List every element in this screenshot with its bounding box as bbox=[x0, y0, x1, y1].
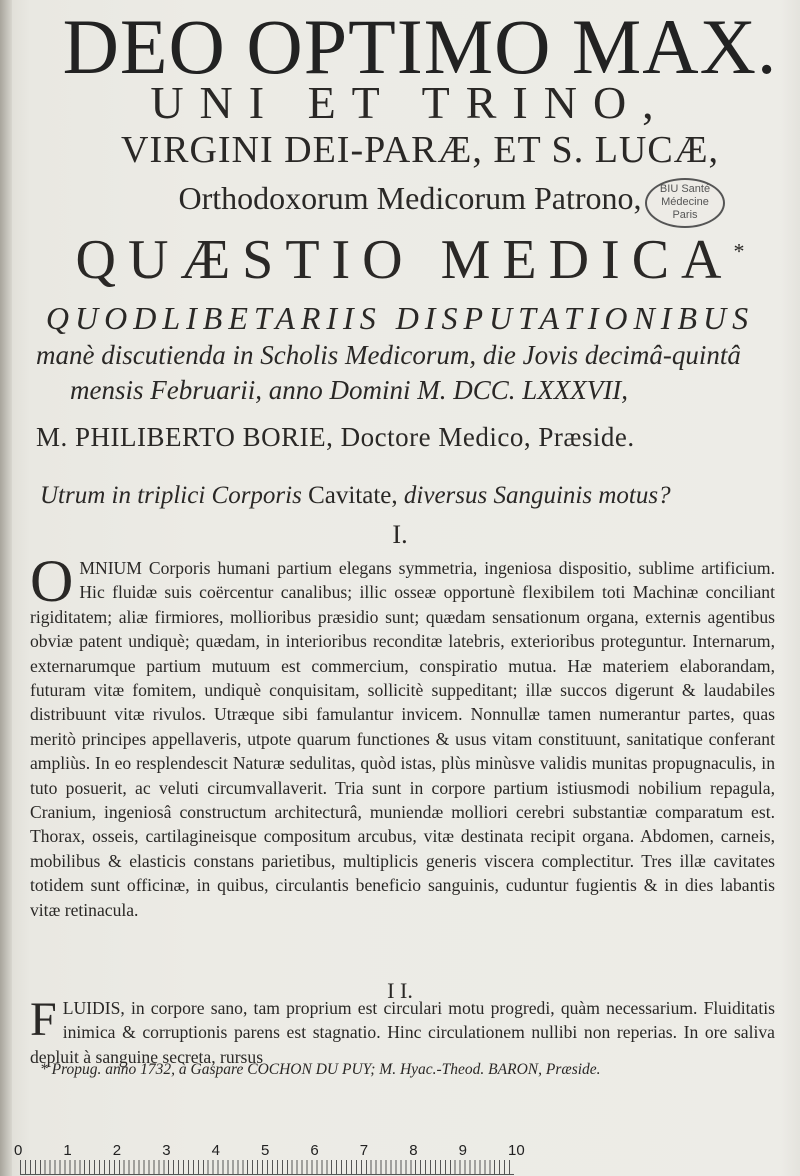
section-1-body bbox=[30, 548, 775, 922]
ruler-label-5: 5 bbox=[261, 1142, 270, 1159]
subtitle-line-3: M. PHILIBERTO BORIE, Doctore Medico, Præside. bbox=[36, 422, 635, 452]
ruler-label-3: 3 bbox=[162, 1142, 171, 1159]
ruler-label-0: 0 bbox=[14, 1142, 23, 1159]
title-line-5 bbox=[10, 228, 800, 292]
section-2-dropcap: F bbox=[30, 993, 57, 1046]
library-stamp bbox=[645, 178, 725, 228]
section-1-dropcap: O bbox=[30, 548, 74, 614]
section-2-text: LUIDIS, in corpore sano, tam proprium est circulari motu progredi, quàm necessarium. Fluiditatis inimica & corruptionis parens est stagnatio. Hinc circulationem nullibi non reperias. In ore saliva depluit à sanguine secreta, rursus bbox=[30, 998, 775, 1067]
ruler-label-4: 4 bbox=[211, 1142, 220, 1159]
scale-ruler bbox=[0, 1140, 525, 1176]
title-line-5-text: QUÆSTIO MEDICA bbox=[75, 229, 734, 291]
ruler-ticks bbox=[20, 1160, 514, 1175]
ruler-label-9: 9 bbox=[458, 1142, 467, 1159]
ruler-label-6: 6 bbox=[310, 1142, 319, 1159]
title-line-2: UNI ET TRINO, bbox=[150, 77, 670, 128]
footnote-mark: * bbox=[733, 238, 745, 264]
ruler-label-7: 7 bbox=[359, 1142, 369, 1159]
subtitle-line-1: manè discutienda in Scholis Medicorum, die Jovis decimâ-quintâ bbox=[36, 340, 741, 370]
ruler-label-1: 1 bbox=[63, 1142, 72, 1159]
section-2-body bbox=[30, 993, 775, 1069]
stamp-line-1: BIU Santé bbox=[659, 183, 711, 195]
ruler-label-10: 10 bbox=[508, 1142, 525, 1159]
section-1-text: MNIUM Corporis humani partium elegans symmetria, ingeniosa dispositio, sublime artificium. Hic fluidæ suis coërcentur canalibus; illic osseæ opportunè flexibilem toti Machinæ conciliant rigiditatem; aliæ firmiores, mollioribus præsidio sunt; quædam sensationum organa, externis agentibus obviæ patent undiquè; quædam, in interioribus reconditæ latebris, exterioribus proteguntur. Internarum, externarumque partium mutuum est commercium, conspiratio mutua. Hæ materiem elaborandam, futuram vitæ fomitem, undiquè conquisitam, sollicitè suppeditant; illæ succos digerunt & laudabiles distribuunt vitæ rivulos. Utræque sibi famulantur invicem. Nonnullæ tamen numerantur partes, quas meritò principes appellaveris, utpote quarum functiones & usus vitam constituunt, sanitatique conferant ampliùs. In eo resplendescit Naturæ sedulitas, quòd istas, plùs minùsve validis munitas propugnaculis, in tuto posuerit, ac veluti circumvallaverit. Tria sunt in corpore partium istiusmodi nobilium repagula, Cranium, ingeniosâ constructum architecturâ, muniendæ molliori cerebri substantiæ comparatum est. Thorax, osseis, cartilagineisque compositum arcubus, vitæ destinata recipit organa. Abdomen, carneis, mobilibus & elasticis constans parietibus, multiplicis generis viscera complectitur. Tres illæ cavitates totidem sunt officinæ, in quibus, circulantis beneficio sanguinis, cuduntur fugientis & in dies labantis vitæ retinacula. bbox=[30, 558, 775, 920]
title-line-1: DEO OPTIMO MAX. bbox=[62, 3, 778, 90]
title-line-6: QUODLIBETARIIS DISPUTATIONIBUS bbox=[45, 300, 755, 336]
stamp-line-2: Médecine bbox=[661, 196, 709, 208]
question-italic-end: diversus Sanguinis motus? bbox=[403, 482, 671, 509]
ruler-label-8: 8 bbox=[409, 1142, 418, 1159]
stamp-line-3: Paris bbox=[672, 209, 698, 221]
title-line-3: VIRGINI DEI-PARÆ, ET S. LUCÆ, bbox=[121, 129, 719, 171]
question-italic-start: Utrum in triplici Corporis bbox=[40, 482, 302, 509]
ruler-label-2: 2 bbox=[112, 1142, 122, 1159]
title-line-4: Orthodoxorum Medicorum Patrono, bbox=[178, 180, 642, 216]
quaestio-question bbox=[40, 482, 800, 510]
section-2-numeral: I I. bbox=[387, 978, 413, 1003]
question-roman: Cavitate, bbox=[301, 482, 404, 509]
subtitle-line-2: mensis Februarii, anno Domini M. DCC. LXXXVII, bbox=[70, 375, 628, 405]
section-1-numeral: I. bbox=[392, 520, 408, 549]
footnote: * Propug. anno 1732, à Gaspare COCHON DU PUY; M. Hyac.-Theod. BARON, Præside. bbox=[40, 1061, 601, 1078]
